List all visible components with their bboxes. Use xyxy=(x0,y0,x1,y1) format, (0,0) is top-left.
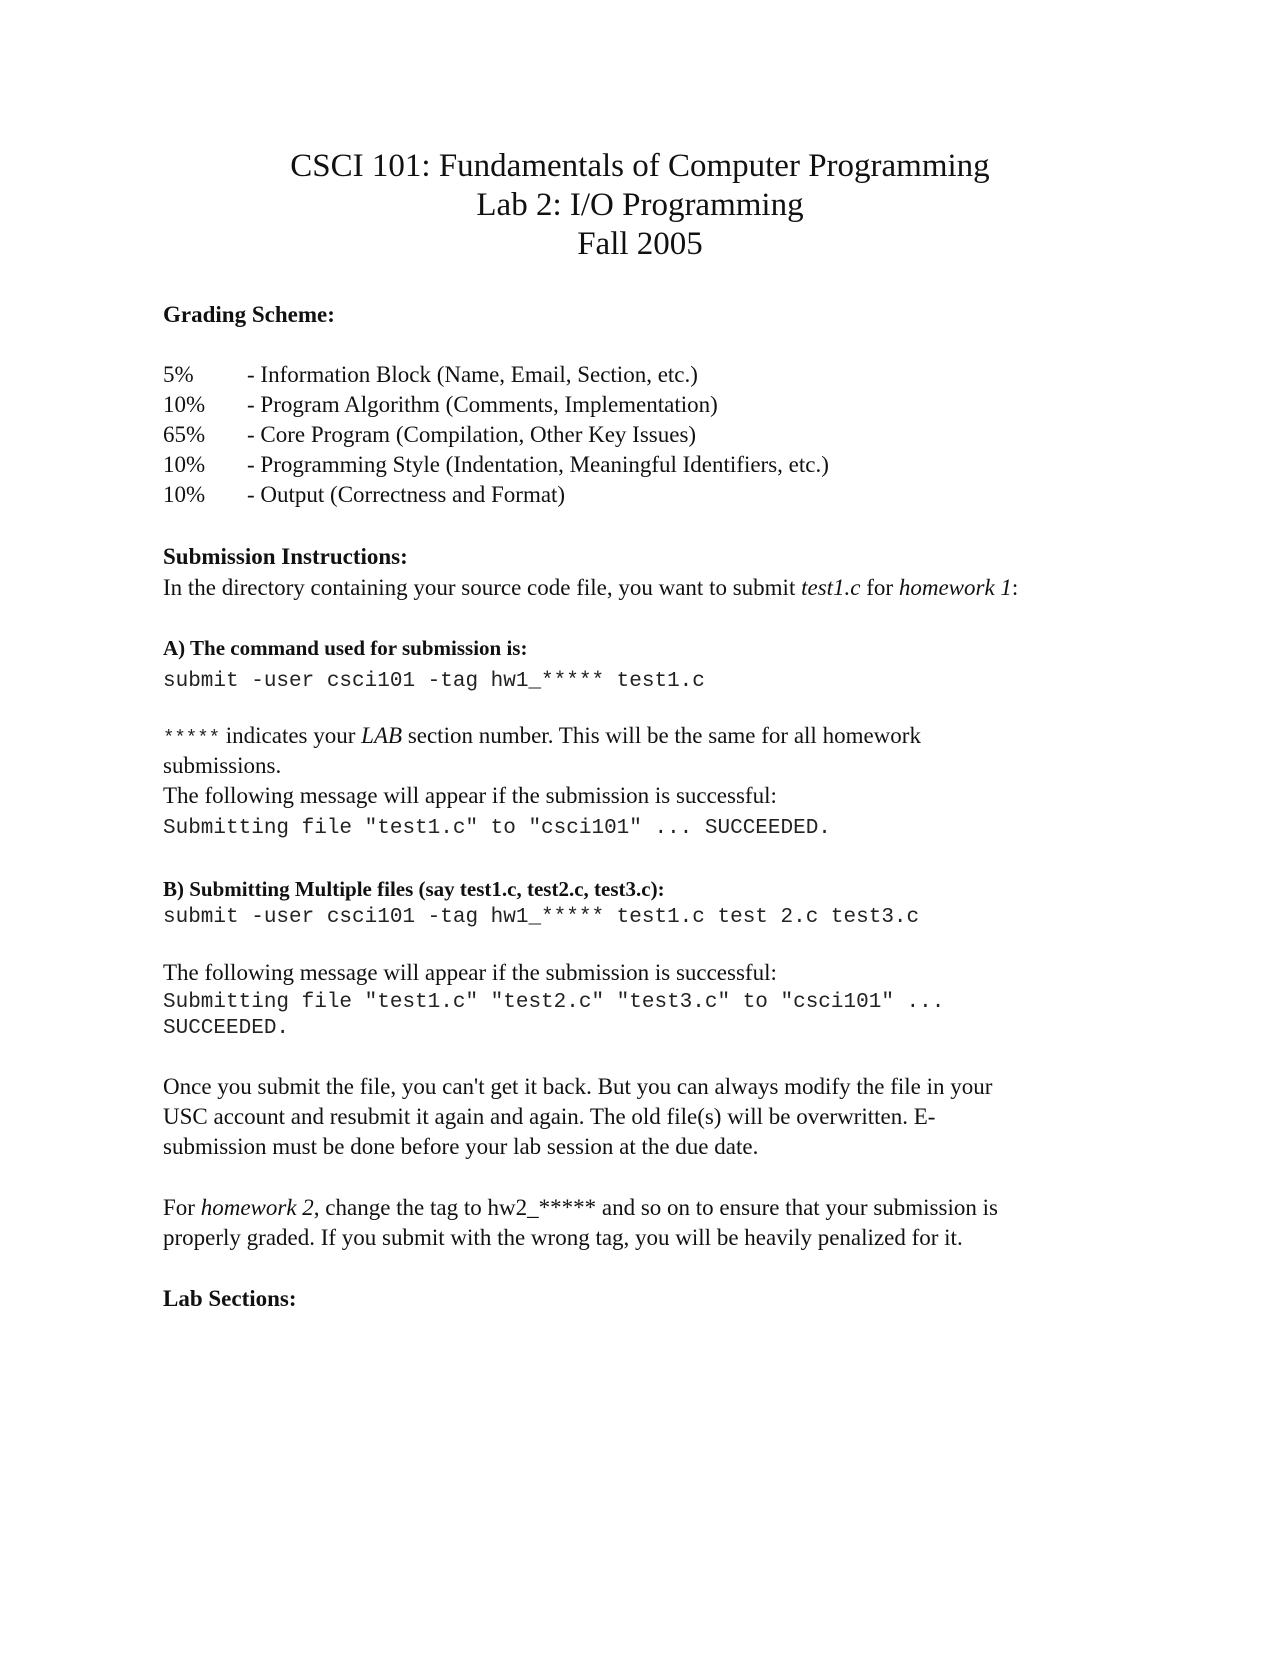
section-b-result-line2: SUCCEEDED. xyxy=(163,1017,290,1040)
paragraph-line: properly graded. If you submit with the wrong tag, you will be heavily penalized for it. xyxy=(163,1225,963,1250)
para2-homework: homework 2 xyxy=(200,1195,314,1220)
grading-item xyxy=(163,480,565,510)
grading-pct: 10% xyxy=(163,482,206,507)
grading-item xyxy=(163,360,698,390)
intro-text: : xyxy=(1011,575,1019,600)
intro-text: for xyxy=(860,575,899,600)
lab-sections-heading: Lab Sections: xyxy=(163,1286,297,1311)
term-title: Fall 2005 xyxy=(577,226,703,262)
paragraph-line xyxy=(163,1193,998,1223)
intro-homework: homework 1 xyxy=(898,575,1012,600)
paragraph-line: Once you submit the file, you can't get it back. But you can always modify the file in your xyxy=(163,1074,993,1099)
grading-pct: 5% xyxy=(163,362,194,387)
grading-item xyxy=(163,450,829,480)
indicates-line2: submissions. xyxy=(163,753,282,778)
grading-pct: 65% xyxy=(163,422,206,447)
paragraph-line: submission must be done before your lab session at the due date. xyxy=(163,1134,759,1159)
section-a-result: Submitting file "test1.c" to "csci101" ... SUCCEEDED. xyxy=(163,817,831,840)
section-a-heading: A) The command used for submission is: xyxy=(163,636,528,660)
grading-pct: 10% xyxy=(163,392,206,417)
grading-desc: - Core Program (Compilation, Other Key Issues) xyxy=(247,422,697,447)
lab-title: Lab 2: I/O Programming xyxy=(476,187,804,223)
submission-heading: Submission Instructions: xyxy=(163,544,408,569)
message-intro-b: The following message will appear if the submission is successful: xyxy=(163,960,777,985)
message-intro: The following message will appear if the submission is successful: xyxy=(163,783,777,808)
course-title: CSCI 101: Fundamentals of Computer Programming xyxy=(290,148,990,184)
stars-code: ***** xyxy=(163,727,221,749)
section-a-command: submit -user csci101 -tag hw1_***** test1.c xyxy=(163,670,705,693)
para2-text: , change the tag to hw2_***** and so on to ensure that your submission is xyxy=(313,1195,998,1220)
paragraph-line: USC account and resubmit it again and again. The old file(s) will be overwritten. E- xyxy=(163,1104,936,1129)
grading-item xyxy=(163,420,696,450)
indicates-text: section number. This will be the same for all homework xyxy=(402,723,921,748)
grading-desc: - Programming Style (Indentation, Meaningful Identifiers, etc.) xyxy=(247,452,829,477)
indicates-lab: LAB xyxy=(361,723,403,748)
intro-filename: test1.c xyxy=(801,575,861,600)
intro-text: In the directory containing your source code file, you want to submit xyxy=(163,575,802,600)
grading-item xyxy=(163,390,718,420)
grading-pct: 10% xyxy=(163,452,206,477)
submission-intro xyxy=(163,573,1018,603)
grading-heading: Grading Scheme: xyxy=(163,302,335,327)
grading-desc: - Information Block (Name, Email, Section, etc.) xyxy=(247,362,698,387)
section-b-heading: B) Submitting Multiple files (say test1.c, test2.c, test3.c): xyxy=(163,877,665,901)
para2-text: For xyxy=(163,1195,201,1220)
indicates-text: indicates your xyxy=(220,723,362,748)
grading-desc: - Output (Correctness and Format) xyxy=(247,482,566,507)
section-b-command: submit -user csci101 -tag hw1_***** test1.c test 2.c test3.c xyxy=(163,906,920,929)
indicates-line xyxy=(163,721,921,751)
grading-desc: - Program Algorithm (Comments, Implementation) xyxy=(247,392,718,417)
section-b-result-line1: Submitting file "test1.c" "test2.c" "test3.c" to "csci101" ... xyxy=(163,991,945,1014)
